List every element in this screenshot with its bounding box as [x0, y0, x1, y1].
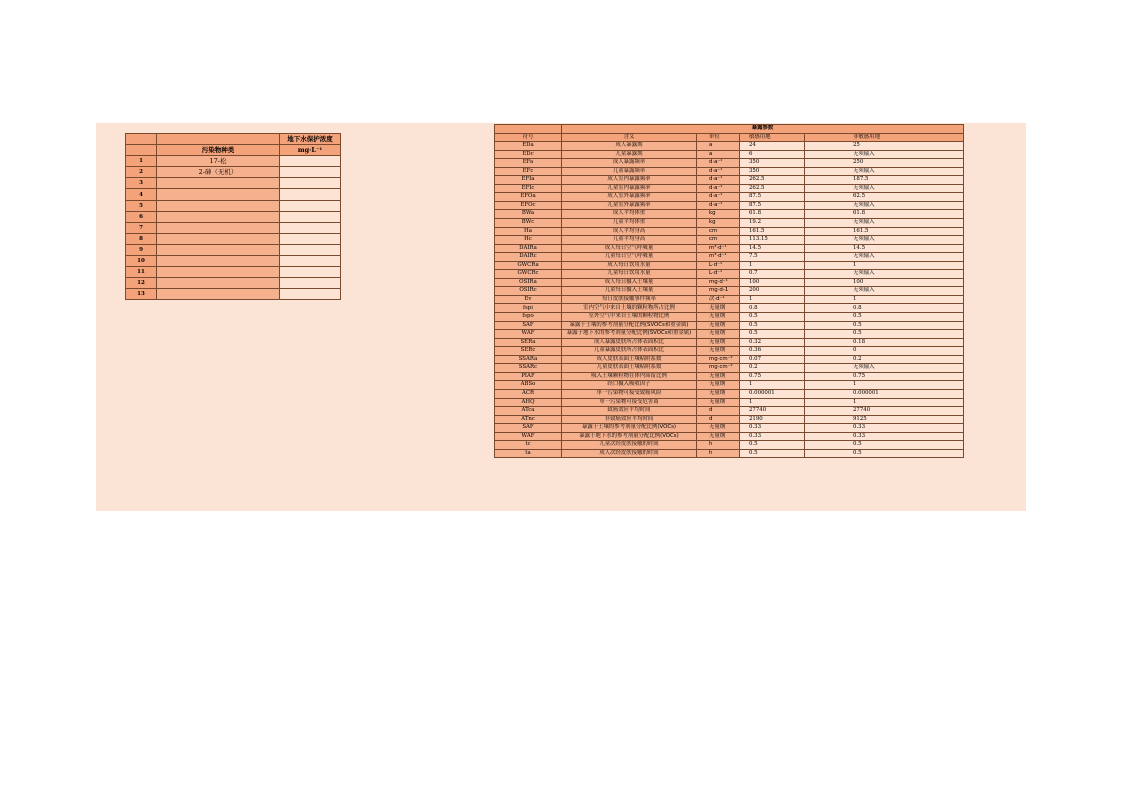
- sensitive-value-cell[interactable]: 7.5: [740, 253, 805, 262]
- sensitive-value-cell[interactable]: 0.5: [740, 441, 805, 450]
- meaning-cell[interactable]: 成人次经皮肤接触的时间: [562, 449, 697, 458]
- sensitive-value-cell[interactable]: 2190: [740, 415, 805, 424]
- symbol-cell[interactable]: SSARc: [495, 364, 562, 373]
- protection-value-cell[interactable]: [280, 222, 341, 233]
- nonsensitive-value-cell[interactable]: 9125: [805, 415, 964, 424]
- meaning-cell[interactable]: 儿童暴露皮肤所占体表面积比: [562, 347, 697, 356]
- row-number-cell[interactable]: 12: [126, 278, 157, 289]
- table-row: [495, 261, 964, 270]
- unit-cell[interactable]: 无量纲: [697, 321, 740, 330]
- sensitive-value-cell[interactable]: 0.07: [740, 355, 805, 364]
- meaning-cell[interactable]: 儿童室内暴露频率: [562, 184, 697, 193]
- symbol-cell[interactable]: BWc: [495, 219, 562, 228]
- nonsensitive-value-cell[interactable]: 0.33: [805, 424, 964, 433]
- meaning-cell[interactable]: 室内空气中来自土壤的颗粒物所占比例: [562, 304, 697, 313]
- table-row: [126, 222, 341, 233]
- unit-cell[interactable]: mg·cm⁻²: [697, 364, 740, 373]
- pollutant-name-cell[interactable]: [157, 289, 280, 300]
- sensitive-value-cell[interactable]: 24: [740, 142, 805, 151]
- protection-value-cell[interactable]: [280, 167, 341, 178]
- table-row: [495, 142, 964, 151]
- table-row: [126, 211, 341, 222]
- header-sensitive[interactable]: 敏感用地: [740, 133, 805, 142]
- table-row: [495, 253, 964, 262]
- table-row: [126, 167, 341, 178]
- unit-cell[interactable]: d·a⁻¹: [697, 159, 740, 168]
- protection-value-cell[interactable]: [280, 189, 341, 200]
- table-row: [495, 313, 964, 322]
- header-unit[interactable]: 单位: [697, 133, 740, 142]
- nonsensitive-value-cell[interactable]: 161.5: [805, 227, 964, 236]
- sensitive-value-cell[interactable]: 87.5: [740, 193, 805, 202]
- nonsensitive-value-cell[interactable]: 1: [805, 295, 964, 304]
- nonsensitive-value-cell[interactable]: 无须输入: [805, 201, 964, 210]
- sensitive-value-cell[interactable]: 0.33: [740, 432, 805, 441]
- nonsensitive-value-cell[interactable]: 0.33: [805, 432, 964, 441]
- table-row: [126, 256, 341, 267]
- row-number-cell[interactable]: 11: [126, 267, 157, 278]
- nonsensitive-value-cell[interactable]: 0.5: [805, 330, 964, 339]
- table-row: [495, 381, 964, 390]
- pollutant-name-cell[interactable]: [157, 189, 280, 200]
- sensitive-value-cell[interactable]: 1: [740, 261, 805, 270]
- meaning-cell[interactable]: 成人暴露频率: [562, 159, 697, 168]
- table-row: [495, 441, 964, 450]
- unit-cell[interactable]: cm: [697, 236, 740, 245]
- symbol-cell[interactable]: ACR: [495, 389, 562, 398]
- symbol-cell[interactable]: GWCRa: [495, 261, 562, 270]
- table-row: [495, 133, 964, 142]
- sensitive-value-cell[interactable]: 0.5: [740, 330, 805, 339]
- unit-cell[interactable]: 无量纲: [697, 347, 740, 356]
- table-row: [495, 407, 964, 416]
- sensitive-value-cell[interactable]: 0.75: [740, 372, 805, 381]
- meaning-cell[interactable]: 致癌效应平均时间: [562, 407, 697, 416]
- nonsensitive-value-cell[interactable]: 0.5: [805, 313, 964, 322]
- table-row: [495, 287, 964, 296]
- meaning-cell[interactable]: 儿童每日空气呼吸量: [562, 253, 697, 262]
- table-row: [126, 145, 341, 156]
- table-row: [126, 200, 341, 211]
- sensitive-value-cell[interactable]: 1: [740, 398, 805, 407]
- meaning-cell[interactable]: 儿童每日饮用水量: [562, 270, 697, 279]
- sensitive-value-cell[interactable]: 0.36: [740, 347, 805, 356]
- row-number-cell[interactable]: 2: [126, 167, 157, 178]
- meaning-cell[interactable]: 儿童皮肤表面土壤粘附系数: [562, 364, 697, 373]
- sensitive-value-cell[interactable]: 0.2: [740, 364, 805, 373]
- row-number-cell[interactable]: 5: [126, 200, 157, 211]
- sensitive-value-cell[interactable]: 1: [740, 295, 805, 304]
- meaning-cell[interactable]: 儿童次经皮肤接触的时间: [562, 441, 697, 450]
- nonsensitive-value-cell[interactable]: 无须输入: [805, 150, 964, 159]
- table-row: [126, 156, 341, 167]
- symbol-cell[interactable]: BWa: [495, 210, 562, 219]
- unit-cell[interactable]: a: [697, 142, 740, 151]
- unit-cell[interactable]: mg·cm⁻²: [697, 355, 740, 364]
- nonsensitive-value-cell[interactable]: 250: [805, 159, 964, 168]
- meaning-cell[interactable]: 成人每日饮用水量: [562, 261, 697, 270]
- symbol-cell[interactable]: ABSo: [495, 381, 562, 390]
- symbol-cell[interactable]: fspo: [495, 313, 562, 322]
- pollutant-name-cell[interactable]: 2-砷（无机）: [157, 167, 280, 178]
- nonsensitive-value-cell[interactable]: 0.5: [805, 321, 964, 330]
- nonsensitive-value-cell[interactable]: 无须输入: [805, 167, 964, 176]
- meaning-cell[interactable]: 暴露于地下水的参考剂量分配比例(SVOCs和重金属): [562, 330, 697, 339]
- symbol-cell[interactable]: DAIRc: [495, 253, 562, 262]
- protection-value-cell[interactable]: [280, 289, 341, 300]
- unit-cell[interactable]: m³·d⁻¹: [697, 253, 740, 262]
- nonsensitive-value-cell[interactable]: 无须输入: [805, 219, 964, 228]
- nonsensitive-value-cell[interactable]: 无须输入: [805, 364, 964, 373]
- symbol-cell[interactable]: EDa: [495, 142, 562, 151]
- symbol-cell[interactable]: AHQ: [495, 398, 562, 407]
- symbol-cell[interactable]: OSIRc: [495, 287, 562, 296]
- table-row: [495, 364, 964, 373]
- symbol-cell[interactable]: OSIRa: [495, 278, 562, 287]
- nonsensitive-value-cell[interactable]: 无须输入: [805, 236, 964, 245]
- unit-cell[interactable]: d·a⁻¹: [697, 176, 740, 185]
- symbol-cell[interactable]: EFa: [495, 159, 562, 168]
- symbol-cell[interactable]: Hc: [495, 236, 562, 245]
- row-number-cell[interactable]: 9: [126, 244, 157, 255]
- symbol-cell[interactable]: ta: [495, 449, 562, 458]
- table-row: [495, 432, 964, 441]
- meaning-cell[interactable]: 成人皮肤表面土壤粘附系数: [562, 355, 697, 364]
- symbol-cell[interactable]: WAF: [495, 432, 562, 441]
- nonsensitive-value-cell[interactable]: 62.5: [805, 193, 964, 202]
- meaning-cell[interactable]: 成人室外暴露频率: [562, 193, 697, 202]
- nonsensitive-value-cell[interactable]: 187.5: [805, 176, 964, 185]
- unit-cell[interactable]: L·d⁻¹: [697, 270, 740, 279]
- pollutant-name-cell[interactable]: [157, 178, 280, 189]
- pollutant-name-cell[interactable]: [157, 211, 280, 222]
- table-title[interactable]: 暴露参数: [562, 125, 964, 134]
- header-nonsensitive[interactable]: 非敏感用地: [805, 133, 964, 142]
- symbol-cell[interactable]: EFc: [495, 167, 562, 176]
- sensitive-value-cell[interactable]: 0.33: [740, 424, 805, 433]
- nonsensitive-value-cell[interactable]: 无须输入: [805, 287, 964, 296]
- table-row: [495, 125, 964, 134]
- meaning-cell[interactable]: 儿童暴露期: [562, 150, 697, 159]
- nonsensitive-value-cell[interactable]: 25: [805, 142, 964, 151]
- symbol-cell[interactable]: WAF: [495, 330, 562, 339]
- table-row: [495, 295, 964, 304]
- unit-cell[interactable]: mg·d-1: [697, 287, 740, 296]
- table-row: [126, 244, 341, 255]
- pollutant-name-cell[interactable]: [157, 256, 280, 267]
- unit-cell[interactable]: 无量纲: [697, 424, 740, 433]
- protection-value-cell[interactable]: [280, 278, 341, 289]
- symbol-cell[interactable]: EDc: [495, 150, 562, 159]
- table-row: [126, 278, 341, 289]
- protection-value-cell[interactable]: [280, 244, 341, 255]
- symbol-cell[interactable]: fspi: [495, 304, 562, 313]
- symbol-cell[interactable]: SAF: [495, 424, 562, 433]
- table-row: [126, 189, 341, 200]
- table-row: [495, 270, 964, 279]
- table-row: [495, 338, 964, 347]
- corner-cell[interactable]: [126, 134, 157, 145]
- unit-cell[interactable]: 无量纲: [697, 372, 740, 381]
- unit-cell[interactable]: cm: [697, 227, 740, 236]
- nonsensitive-value-cell[interactable]: 1: [805, 261, 964, 270]
- unit-cell[interactable]: 无量纲: [697, 381, 740, 390]
- row-number-cell[interactable]: 7: [126, 222, 157, 233]
- symbol-cell[interactable]: SERa: [495, 338, 562, 347]
- table-row: [495, 449, 964, 458]
- unit-cell[interactable]: kg: [697, 210, 740, 219]
- sensitive-value-cell[interactable]: 14.5: [740, 244, 805, 253]
- nonsensitive-value-cell[interactable]: 1: [805, 381, 964, 390]
- protection-value-cell[interactable]: [280, 233, 341, 244]
- table-row: [495, 244, 964, 253]
- meaning-cell[interactable]: 儿童每日摄入土壤量: [562, 287, 697, 296]
- pollutant-name-cell[interactable]: [157, 244, 280, 255]
- groundwater-protection-header[interactable]: 地下水保护浓度: [280, 134, 341, 145]
- sensitive-value-cell[interactable]: 350: [740, 159, 805, 168]
- sensitive-value-cell[interactable]: 262.5: [740, 176, 805, 185]
- meaning-cell[interactable]: 成人每日摄入土壤量: [562, 278, 697, 287]
- nonsensitive-value-cell[interactable]: 无须输入: [805, 270, 964, 279]
- symbol-cell[interactable]: PIAF: [495, 372, 562, 381]
- symbol-cell[interactable]: SERc: [495, 347, 562, 356]
- unit-cell[interactable]: a: [697, 150, 740, 159]
- nonsensitive-value-cell[interactable]: 0.75: [805, 372, 964, 381]
- nonsensitive-value-cell[interactable]: 无须输入: [805, 184, 964, 193]
- pollutant-name-cell[interactable]: [157, 233, 280, 244]
- table-row: [495, 330, 964, 339]
- protection-value-cell[interactable]: [280, 156, 341, 167]
- table-row: [495, 201, 964, 210]
- unit-cell[interactable]: 无量纲: [697, 389, 740, 398]
- sensitive-value-cell[interactable]: 6: [740, 150, 805, 159]
- unit-cell[interactable]: mg·d⁻¹: [697, 278, 740, 287]
- nonsensitive-value-cell[interactable]: 0.8: [805, 304, 964, 313]
- meaning-cell[interactable]: 成人每日空气呼吸量: [562, 244, 697, 253]
- sensitive-value-cell[interactable]: 0.7: [740, 270, 805, 279]
- sensitive-value-cell[interactable]: 0.8: [740, 304, 805, 313]
- unit-cell[interactable]: 次·d⁻¹: [697, 295, 740, 304]
- nonsensitive-value-cell[interactable]: 14.5: [805, 244, 964, 253]
- nonsensitive-value-cell[interactable]: 无须输入: [805, 253, 964, 262]
- table-row: [126, 233, 341, 244]
- unit-cell[interactable]: 无量纲: [697, 313, 740, 322]
- protection-value-cell[interactable]: [280, 211, 341, 222]
- nonsensitive-value-cell[interactable]: 0.5: [805, 449, 964, 458]
- header-meaning[interactable]: 含义: [562, 133, 697, 142]
- table-row: [495, 278, 964, 287]
- sensitive-value-cell[interactable]: 161.5: [740, 227, 805, 236]
- table-row: [495, 415, 964, 424]
- table-row: [126, 289, 341, 300]
- unit-cell[interactable]: d·a⁻¹: [697, 167, 740, 176]
- table-row: [495, 355, 964, 364]
- row-number-cell[interactable]: 6: [126, 211, 157, 222]
- sensitive-value-cell[interactable]: 113.15: [740, 236, 805, 245]
- unit-header[interactable]: mg·L⁻¹: [280, 145, 341, 156]
- table-row: [495, 398, 964, 407]
- table-row: [495, 176, 964, 185]
- table-row: [495, 184, 964, 193]
- meaning-cell[interactable]: 非致癌效应平均时间: [562, 415, 697, 424]
- row-number-cell[interactable]: 8: [126, 233, 157, 244]
- meaning-cell[interactable]: 暴露于土壤的参考剂量分配比例(VOCs): [562, 424, 697, 433]
- table-row: [495, 389, 964, 398]
- table-row: [495, 150, 964, 159]
- nonsensitive-value-cell[interactable]: 61.8: [805, 210, 964, 219]
- meaning-cell[interactable]: 每日皮肤接触事件频率: [562, 295, 697, 304]
- meaning-cell[interactable]: 成人平均身高: [562, 227, 697, 236]
- unit-cell[interactable]: 无量纲: [697, 304, 740, 313]
- unit-cell[interactable]: L·d⁻¹: [697, 261, 740, 270]
- sensitive-value-cell[interactable]: 61.8: [740, 210, 805, 219]
- unit-cell[interactable]: h: [697, 449, 740, 458]
- protection-value-cell[interactable]: [280, 178, 341, 189]
- symbol-cell[interactable]: GWCRc: [495, 270, 562, 279]
- symbol-cell[interactable]: Ha: [495, 227, 562, 236]
- pollutant-name-cell[interactable]: 17-松: [157, 156, 280, 167]
- sensitive-value-cell[interactable]: 0.5: [740, 321, 805, 330]
- meaning-cell[interactable]: 成人室内暴露频率: [562, 176, 697, 185]
- protection-value-cell[interactable]: [280, 267, 341, 278]
- sensitive-value-cell[interactable]: 87.5: [740, 201, 805, 210]
- meaning-cell[interactable]: 暴露于土壤的参考剂量分配比例(SVOCs和重金属): [562, 321, 697, 330]
- sensitive-value-cell[interactable]: 27740: [740, 407, 805, 416]
- meaning-cell[interactable]: 成人暴露期: [562, 142, 697, 151]
- unit-cell[interactable]: d·a⁻¹: [697, 201, 740, 210]
- pollutant-name-cell[interactable]: [157, 267, 280, 278]
- blank-cell[interactable]: [495, 125, 562, 134]
- meaning-cell[interactable]: 儿童平均体重: [562, 219, 697, 228]
- nonsensitive-value-cell[interactable]: 1: [805, 398, 964, 407]
- symbol-cell[interactable]: EFOa: [495, 193, 562, 202]
- protection-value-cell[interactable]: [280, 200, 341, 211]
- sensitive-value-cell[interactable]: 262.5: [740, 184, 805, 193]
- unit-cell[interactable]: d: [697, 407, 740, 416]
- pollutant-table: [125, 133, 341, 300]
- unit-cell[interactable]: kg: [697, 219, 740, 228]
- row-number-cell[interactable]: 13: [126, 289, 157, 300]
- table-row: [495, 227, 964, 236]
- table-row: [126, 178, 341, 189]
- pollutant-name-cell[interactable]: [157, 200, 280, 211]
- meaning-cell[interactable]: 暴露于地下水的参考剂量分配比例(VOCs): [562, 432, 697, 441]
- symbol-cell[interactable]: DAIRa: [495, 244, 562, 253]
- unit-cell[interactable]: 无量纲: [697, 398, 740, 407]
- symbol-cell[interactable]: ATnc: [495, 415, 562, 424]
- table-row: [495, 219, 964, 228]
- table-row: [495, 304, 964, 313]
- sensitive-value-cell[interactable]: 19.2: [740, 219, 805, 228]
- table-row: [495, 193, 964, 202]
- blank-header-cell[interactable]: [126, 145, 157, 156]
- symbol-cell[interactable]: Ev: [495, 295, 562, 304]
- pollutant-name-cell[interactable]: [157, 278, 280, 289]
- sensitive-value-cell[interactable]: 1: [740, 381, 805, 390]
- meaning-cell[interactable]: 单一污染物可接受危害商: [562, 398, 697, 407]
- sensitive-value-cell[interactable]: 350: [740, 167, 805, 176]
- nonsensitive-value-cell[interactable]: 0.2: [805, 355, 964, 364]
- protection-value-cell[interactable]: [280, 256, 341, 267]
- table-row: [495, 372, 964, 381]
- symbol-cell[interactable]: SAF: [495, 321, 562, 330]
- table-row: [495, 347, 964, 356]
- sensitive-value-cell[interactable]: 0.32: [740, 338, 805, 347]
- unit-cell[interactable]: d: [697, 415, 740, 424]
- sensitive-value-cell[interactable]: 100: [740, 278, 805, 287]
- meaning-cell[interactable]: 吸入土壤颗粒物在体内滞留比例: [562, 372, 697, 381]
- row-number-cell[interactable]: 4: [126, 189, 157, 200]
- symbol-cell[interactable]: EFIc: [495, 184, 562, 193]
- exposure-params-table: [494, 124, 964, 458]
- meaning-cell[interactable]: 儿童室外暴露频率: [562, 201, 697, 210]
- table-row: [495, 236, 964, 245]
- blank-header-cell[interactable]: [157, 134, 280, 145]
- meaning-cell[interactable]: 经口摄入吸收因子: [562, 381, 697, 390]
- unit-cell[interactable]: m³·d⁻¹: [697, 244, 740, 253]
- nonsensitive-value-cell[interactable]: 100: [805, 278, 964, 287]
- table-row: [495, 159, 964, 168]
- sensitive-value-cell[interactable]: 0.5: [740, 449, 805, 458]
- unit-cell[interactable]: 无量纲: [697, 338, 740, 347]
- unit-cell[interactable]: h: [697, 441, 740, 450]
- nonsensitive-value-cell[interactable]: 27740: [805, 407, 964, 416]
- sensitive-value-cell[interactable]: 0.000001: [740, 389, 805, 398]
- sensitive-value-cell[interactable]: 0.5: [740, 313, 805, 322]
- nonsensitive-value-cell[interactable]: 0.000001: [805, 389, 964, 398]
- row-number-cell[interactable]: 3: [126, 178, 157, 189]
- table-row: [126, 134, 341, 145]
- unit-cell[interactable]: 无量纲: [697, 432, 740, 441]
- meaning-cell[interactable]: 室外空气中来自土壤的颗粒物比例: [562, 313, 697, 322]
- unit-cell[interactable]: 无量纲: [697, 330, 740, 339]
- symbol-cell[interactable]: EFIa: [495, 176, 562, 185]
- meaning-cell[interactable]: 成人暴露皮肤所占体表面积比: [562, 338, 697, 347]
- table-row: [495, 167, 964, 176]
- table-row: [495, 321, 964, 330]
- nonsensitive-value-cell[interactable]: 0.18: [805, 338, 964, 347]
- symbol-cell[interactable]: tc: [495, 441, 562, 450]
- meaning-cell[interactable]: 儿童平均身高: [562, 236, 697, 245]
- symbol-cell[interactable]: EFOc: [495, 201, 562, 210]
- unit-cell[interactable]: d·a⁻¹: [697, 184, 740, 193]
- symbol-cell[interactable]: ATca: [495, 407, 562, 416]
- unit-cell[interactable]: d·a⁻¹: [697, 193, 740, 202]
- sensitive-value-cell[interactable]: 200: [740, 287, 805, 296]
- table-row: [495, 210, 964, 219]
- meaning-cell[interactable]: 成人平均体重: [562, 210, 697, 219]
- pollutant-name-cell[interactable]: [157, 222, 280, 233]
- header-symbol[interactable]: 符号: [495, 133, 562, 142]
- pollutant-type-header[interactable]: 污染物种类: [157, 145, 280, 156]
- meaning-cell[interactable]: 儿童暴露频率: [562, 167, 697, 176]
- row-number-cell[interactable]: 10: [126, 256, 157, 267]
- table-row: [495, 424, 964, 433]
- row-number-cell[interactable]: 1: [126, 156, 157, 167]
- nonsensitive-value-cell[interactable]: 0.5: [805, 441, 964, 450]
- table-row: [126, 267, 341, 278]
- nonsensitive-value-cell[interactable]: 0: [805, 347, 964, 356]
- symbol-cell[interactable]: SSARa: [495, 355, 562, 364]
- meaning-cell[interactable]: 单一污染物可接受致癌风险: [562, 389, 697, 398]
